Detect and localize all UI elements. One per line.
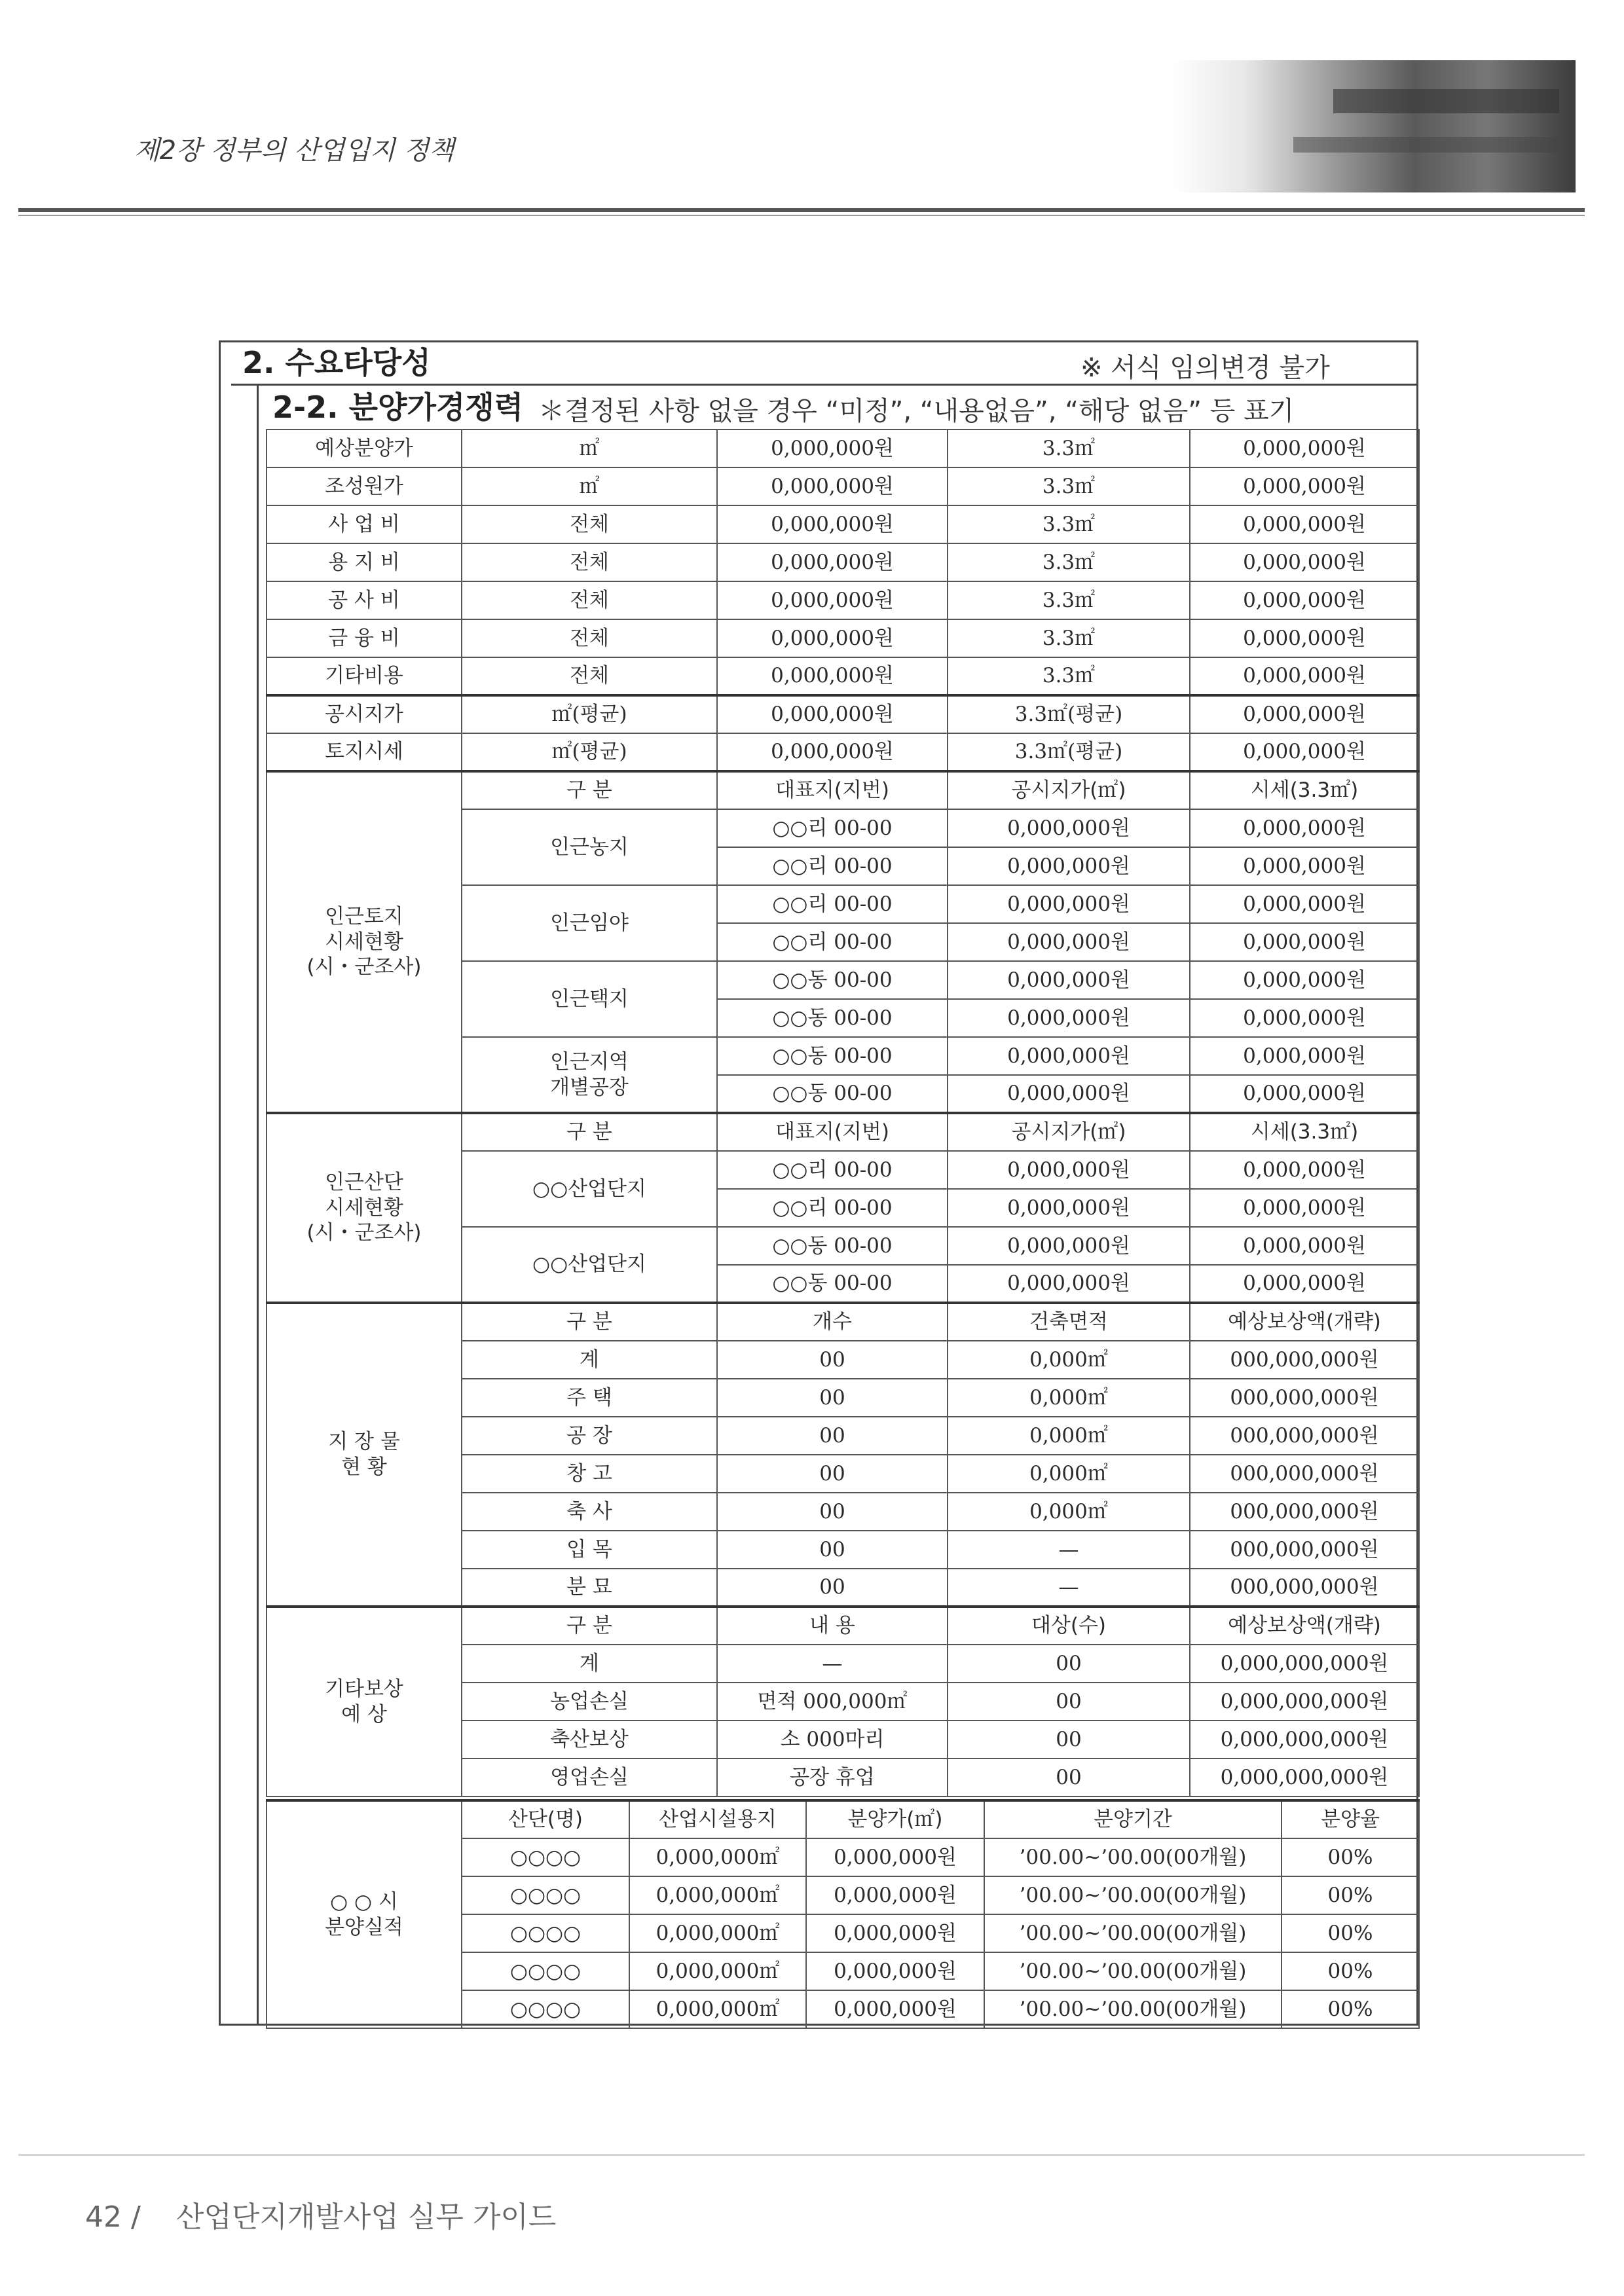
column-header: 공시지가(㎡) <box>948 771 1190 809</box>
table-cell: 00 <box>717 1455 948 1493</box>
table-cell: ○○리 00-00 <box>717 809 948 847</box>
table-cell: 3.3㎡ <box>948 657 1190 695</box>
row-label: 공 사 비 <box>267 581 462 619</box>
table-cell: 00% <box>1282 1952 1419 1990</box>
table-cell: 0,000,000원 <box>948 961 1190 999</box>
table-cell: 00 <box>717 1379 948 1417</box>
row-label: 금 융 비 <box>267 619 462 657</box>
row-label: 기타비용 <box>267 657 462 695</box>
table-cell: 0,000,000원 <box>1190 619 1419 657</box>
column-header: 산단(명) <box>462 1800 629 1838</box>
table-cell: 00 <box>717 1569 948 1607</box>
table-cell: ’00.00~’00.00(00개월) <box>984 1838 1282 1876</box>
subsection-note: ＊결정된 사항 없을 경우 “미정”, “내용없음”, “해당 없음” 등 표기 <box>538 396 1295 426</box>
table-cell: 0,000,000원 <box>948 1227 1190 1265</box>
group-label <box>462 1151 717 1227</box>
cell-text-line: 인근토지 <box>325 904 403 928</box>
table-cell: ㎡(평균) <box>462 695 717 733</box>
table-cell: 3.3㎡ <box>948 581 1190 619</box>
table-cell: ○○리 00-00 <box>717 1151 948 1189</box>
table-cell: 0,000,000원 <box>948 1037 1190 1075</box>
table-cell: 0,000,000㎡ <box>629 1952 806 1990</box>
cell-text-line: 시세현황 <box>325 1195 403 1220</box>
table-cell: 00 <box>948 1645 1190 1683</box>
table-cell: 0,000,000원 <box>948 923 1190 961</box>
table-cell: 축 사 <box>462 1493 717 1531</box>
table-row <box>267 543 1419 581</box>
table-cell: 3.3㎡ <box>948 619 1190 657</box>
column-header: 대표지(지번) <box>717 1113 948 1151</box>
table-cell: 0,000,000원 <box>948 809 1190 847</box>
table-cell: 00 <box>717 1531 948 1569</box>
table-cell: 0,000,000원 <box>1190 1037 1419 1075</box>
page-footer <box>85 2193 556 2235</box>
table-cell: 0,000,000원 <box>1190 1189 1419 1227</box>
table-cell: 00% <box>1282 1838 1419 1876</box>
table-cell: 주 택 <box>462 1379 717 1417</box>
table-cell: 3.3㎡ <box>948 505 1190 543</box>
table-cell: 0,000,000원 <box>717 429 948 467</box>
table-cell: 0,000,000원 <box>1190 505 1419 543</box>
table-cell: 0,000㎡ <box>948 1341 1190 1379</box>
table-cell: 축산보상 <box>462 1721 717 1758</box>
price-competitiveness-table <box>266 429 1420 1797</box>
table-cell: ○○동 00-00 <box>717 1075 948 1113</box>
table-row <box>267 657 1419 695</box>
table-cell: 00 <box>948 1721 1190 1758</box>
column-header: 구 분 <box>462 771 717 809</box>
table-cell: 계 <box>462 1341 717 1379</box>
group-label <box>462 1227 717 1303</box>
table-cell: 000,000,000원 <box>1190 1379 1419 1417</box>
row-label: 용 지 비 <box>267 543 462 581</box>
table-row <box>267 733 1419 771</box>
table-cell: 전체 <box>462 619 717 657</box>
table-cell: 0,000,000,000원 <box>1190 1721 1419 1758</box>
cell-text-line: ○○산업단지 <box>532 1252 646 1277</box>
row-label: 공시지가 <box>267 695 462 733</box>
table-cell: 0,000,000원 <box>1190 1151 1419 1189</box>
table-cell: 00% <box>1282 1990 1419 2028</box>
cell-text-line: 지 장 물 <box>328 1430 400 1454</box>
table-cell: 공 장 <box>462 1417 717 1455</box>
table-cell: 0,000,000원 <box>1190 847 1419 885</box>
column-header: 구 분 <box>462 1113 717 1151</box>
table-cell: 0,000,000㎡ <box>629 1838 806 1876</box>
cell-text-line: 인근택지 <box>550 987 629 1011</box>
table-cell: 0,000,000원 <box>1190 543 1419 581</box>
cell-text-line: 인근임야 <box>550 911 629 935</box>
table-cell: ○○○○ <box>462 1990 629 2028</box>
table-cell: 농업손실 <box>462 1683 717 1721</box>
table-cell: 0,000,000원 <box>948 999 1190 1037</box>
table-cell: 0,000,000원 <box>717 733 948 771</box>
table-cell: 000,000,000원 <box>1190 1341 1419 1379</box>
table-cell: 0,000,000원 <box>717 505 948 543</box>
table-cell: 0,000,000원 <box>1190 695 1419 733</box>
table-cell: ○○○○ <box>462 1876 629 1914</box>
table-cell: ○○동 00-00 <box>717 961 948 999</box>
table-cell: — <box>948 1531 1190 1569</box>
table-cell: ○○○○ <box>462 1838 629 1876</box>
table-cell: 0,000,000원 <box>1190 1265 1419 1303</box>
table-cell: 0,000,000원 <box>948 1189 1190 1227</box>
column-header: 분양율 <box>1282 1800 1419 1838</box>
cell-text-line: (시・군조사) <box>306 955 422 979</box>
table-cell: 000,000,000원 <box>1190 1493 1419 1531</box>
table-cell: 0,000㎡ <box>948 1455 1190 1493</box>
table-cell: 000,000,000원 <box>1190 1569 1419 1607</box>
table-row <box>267 505 1419 543</box>
chapter-heading: 제2장 정부의 산업입지 정책 <box>134 136 454 166</box>
table-cell: 0,000,000원 <box>806 1876 984 1914</box>
table-cell: 0,000,000원 <box>948 847 1190 885</box>
table-cell: 면적 000,000㎡ <box>717 1683 948 1721</box>
group-label <box>462 1037 717 1113</box>
table-cell: 전체 <box>462 657 717 695</box>
table-row <box>267 1800 1419 1838</box>
cell-text-line: 기타보상 <box>325 1677 403 1701</box>
table-cell: 000,000,000원 <box>1190 1531 1419 1569</box>
cell-text-line: 인근농지 <box>550 835 629 859</box>
section-label <box>267 1113 462 1303</box>
section-label <box>267 1800 462 2028</box>
table-cell: 0,000,000원 <box>1190 999 1419 1037</box>
table-cell: 0,000,000원 <box>1190 809 1419 847</box>
table-cell: 00 <box>948 1758 1190 1796</box>
table-cell: 0,000,000원 <box>1190 581 1419 619</box>
table-cell: ㎡ <box>462 467 717 505</box>
table-cell: ○○동 00-00 <box>717 1037 948 1075</box>
table-cell: 3.3㎡ <box>948 429 1190 467</box>
table-cell: 0,000,000원 <box>1190 923 1419 961</box>
table-cell: 00 <box>717 1417 948 1455</box>
table-cell: 전체 <box>462 505 717 543</box>
table-cell: 0,000,000원 <box>948 1075 1190 1113</box>
table-cell: 0,000,000,000원 <box>1190 1645 1419 1683</box>
group-label <box>462 885 717 961</box>
column-header: 대상(수) <box>948 1607 1190 1645</box>
table-cell: ㎡(평균) <box>462 733 717 771</box>
table-cell: 0,000,000원 <box>717 543 948 581</box>
table-cell: 소 000마리 <box>717 1721 948 1758</box>
column-header: 공시지가(㎡) <box>948 1113 1190 1151</box>
table-cell: ○○리 00-00 <box>717 885 948 923</box>
header-divider <box>18 208 1585 212</box>
column-header: 구 분 <box>462 1607 717 1645</box>
table-cell: — <box>717 1645 948 1683</box>
table-cell: ○○○○ <box>462 1952 629 1990</box>
table-cell: ’00.00~’00.00(00개월) <box>984 1914 1282 1952</box>
table-cell: 창 고 <box>462 1455 717 1493</box>
table-cell: 0,000,000원 <box>1190 1075 1419 1113</box>
table-cell: 0,000㎡ <box>948 1417 1190 1455</box>
table-cell: 0,000,000원 <box>806 1952 984 1990</box>
group-label <box>462 809 717 885</box>
table-cell: 0,000,000원 <box>948 885 1190 923</box>
table-cell: 0,000,000원 <box>1190 733 1419 771</box>
column-header: 건축면적 <box>948 1303 1190 1341</box>
table-cell: 0,000,000원 <box>717 581 948 619</box>
column-header: 대표지(지번) <box>717 771 948 809</box>
table-cell: ○○동 00-00 <box>717 1227 948 1265</box>
section-label <box>267 1607 462 1796</box>
column-header: 시세(3.3㎡) <box>1190 771 1419 809</box>
table-cell: — <box>948 1569 1190 1607</box>
table-cell: 0,000,000㎡ <box>629 1990 806 2028</box>
cell-text-line: 분양실적 <box>325 1915 403 1939</box>
header-photo <box>1172 60 1576 192</box>
table-cell: ’00.00~’00.00(00개월) <box>984 1990 1282 2028</box>
table-cell: 00 <box>948 1683 1190 1721</box>
table-cell: 공장 휴업 <box>717 1758 948 1796</box>
table-cell: ○○리 00-00 <box>717 847 948 885</box>
section-title: 2. 수요타당성 <box>242 345 431 380</box>
table-cell: 0,000,000원 <box>1190 961 1419 999</box>
table-cell: 0,000,000원 <box>1190 429 1419 467</box>
sales-record-table <box>266 1799 1420 2029</box>
table-cell: 00 <box>717 1493 948 1531</box>
table-cell: 영업손실 <box>462 1758 717 1796</box>
table-cell: 0,000,000원 <box>717 467 948 505</box>
table-cell: 3.3㎡(평균) <box>948 733 1190 771</box>
table-cell: 0,000,000원 <box>1190 1227 1419 1265</box>
column-header: 예상보상액(개략) <box>1190 1303 1419 1341</box>
table-cell: 0,000,000원 <box>806 1914 984 1952</box>
column-header: 분양가(㎡) <box>806 1800 984 1838</box>
table-cell: 전체 <box>462 581 717 619</box>
table-row <box>267 581 1419 619</box>
table-row <box>267 619 1419 657</box>
table-cell: 0,000,000㎡ <box>629 1914 806 1952</box>
table-cell: ○○동 00-00 <box>717 999 948 1037</box>
row-label: 조성원가 <box>267 467 462 505</box>
table-cell: ’00.00~’00.00(00개월) <box>984 1876 1282 1914</box>
table-cell: ○○리 00-00 <box>717 1189 948 1227</box>
table-cell: 분 묘 <box>462 1569 717 1607</box>
table-row <box>267 467 1419 505</box>
table-cell: ○○○○ <box>462 1914 629 1952</box>
table-cell: 0,000,000원 <box>948 1151 1190 1189</box>
table-cell: 000,000,000원 <box>1190 1455 1419 1493</box>
cell-text-line: 인근산단 <box>325 1170 403 1194</box>
cell-text-line: ○○산업단지 <box>532 1176 646 1201</box>
table-cell: 0,000,000원 <box>717 695 948 733</box>
table-cell: 0,000,000원 <box>717 619 948 657</box>
table-cell: ’00.00~’00.00(00개월) <box>984 1952 1282 1990</box>
section-label <box>267 771 462 1113</box>
column-header: 개수 <box>717 1303 948 1341</box>
column-header: 내 용 <box>717 1607 948 1645</box>
table-cell: 0,000,000,000원 <box>1190 1683 1419 1721</box>
table-cell: 0,000,000㎡ <box>629 1876 806 1914</box>
table-cell: 0,000,000원 <box>806 1838 984 1876</box>
column-header: 시세(3.3㎡) <box>1190 1113 1419 1151</box>
group-label <box>462 961 717 1037</box>
book-title: 산업단지개발사업 실무 가이드 <box>175 2200 557 2234</box>
table-row <box>267 771 1419 809</box>
section-label <box>267 1303 462 1607</box>
section-note: ※ 서식 임의변경 불가 <box>1080 353 1330 383</box>
table-cell: 00% <box>1282 1914 1419 1952</box>
table-cell: 3.3㎡ <box>948 543 1190 581</box>
table-cell: 입 목 <box>462 1531 717 1569</box>
table-cell: 0,000,000원 <box>1190 467 1419 505</box>
table-row <box>267 1303 1419 1341</box>
table-row <box>267 1113 1419 1151</box>
table-cell: 3.3㎡ <box>948 467 1190 505</box>
table-row <box>267 429 1419 467</box>
row-label: 예상분양가 <box>267 429 462 467</box>
table-row <box>267 1607 1419 1645</box>
subsection-title: 2-2. 분양가경쟁력 <box>272 390 524 425</box>
row-label: 토지시세 <box>267 733 462 771</box>
table-cell: ○○리 00-00 <box>717 923 948 961</box>
column-header: 예상보상액(개략) <box>1190 1607 1419 1645</box>
table-cell: 0,000,000원 <box>717 657 948 695</box>
column-header: 분양기간 <box>984 1800 1282 1838</box>
column-header: 구 분 <box>462 1303 717 1341</box>
table-cell: 0,000㎡ <box>948 1493 1190 1531</box>
table-cell: ㎡ <box>462 429 717 467</box>
table-cell: 0,000,000원 <box>1190 657 1419 695</box>
table-cell: 0,000,000원 <box>806 1990 984 2028</box>
table-cell: 0,000,000원 <box>1190 885 1419 923</box>
cell-text-line: (시・군조사) <box>306 1221 422 1245</box>
cell-text-line: 개별공장 <box>550 1075 629 1099</box>
table-cell: 0,000㎡ <box>948 1379 1190 1417</box>
table-cell: 계 <box>462 1645 717 1683</box>
table-cell: ○○동 00-00 <box>717 1265 948 1303</box>
row-label: 사 업 비 <box>267 505 462 543</box>
cell-text-line: 예 상 <box>341 1702 387 1726</box>
table-row <box>267 695 1419 733</box>
cell-text-line: 현 황 <box>341 1455 387 1479</box>
cell-text-line: 시세현황 <box>325 930 403 954</box>
table-cell: 0,000,000,000원 <box>1190 1758 1419 1796</box>
table-cell: 3.3㎡(평균) <box>948 695 1190 733</box>
table-cell: 00 <box>717 1341 948 1379</box>
cell-text-line: ○ ○ 시 <box>330 1889 398 1914</box>
table-cell: 0,000,000원 <box>948 1265 1190 1303</box>
cell-text-line: 인근지역 <box>550 1049 629 1074</box>
page-number: 42 / <box>85 2200 141 2234</box>
table-cell: 전체 <box>462 543 717 581</box>
column-header: 산업시설용지 <box>629 1800 806 1838</box>
table-cell: 000,000,000원 <box>1190 1417 1419 1455</box>
table-cell: 00% <box>1282 1876 1419 1914</box>
